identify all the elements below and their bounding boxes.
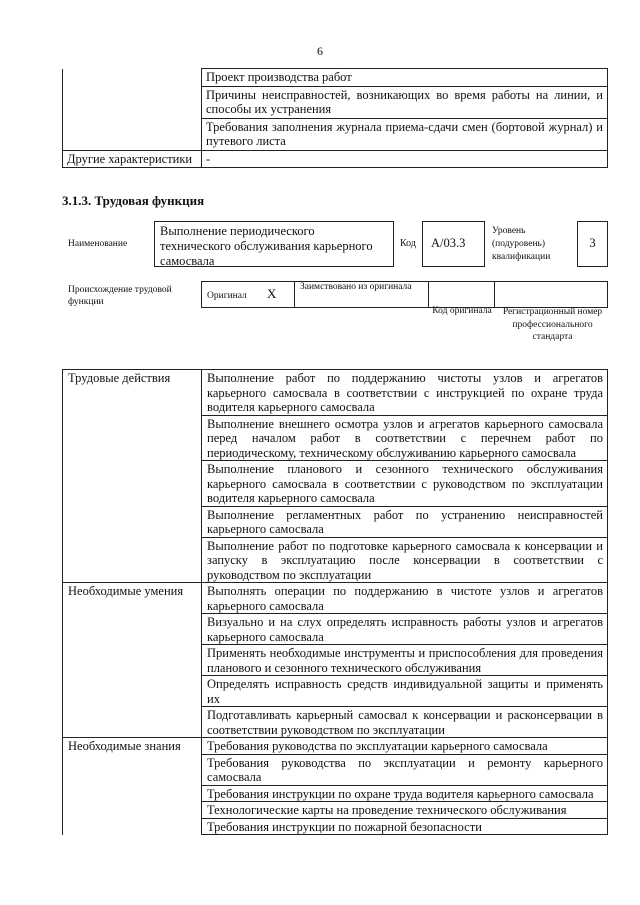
table-row (63, 785, 608, 802)
table-cell: Выполнять операции по поддержанию в чистоте узлов и агрегатов карьерного самосвала (202, 583, 608, 614)
category-cell (63, 645, 202, 676)
table-row (63, 461, 608, 507)
table-row (63, 614, 608, 645)
category-cell (63, 614, 202, 645)
table-row (63, 69, 608, 87)
category-cell: Необходимые умения (63, 583, 202, 614)
table-cell: Определять исправность средств индивидуальной защиты и применять их (202, 676, 608, 707)
level-box: 3 (577, 221, 608, 267)
table-cell: Подготавливать карьерный самосвал к консервации и расконсервации в соответствии руководством по эксплуатации (202, 707, 608, 738)
original-cell (201, 281, 295, 308)
table-cell: Визуально и на слух определять исправность работы узлов и агрегатов карьерного самосвала (202, 614, 608, 645)
category-cell (63, 802, 202, 819)
table-cell: Выполнение работ по поддержанию чистоты узлов и агрегатов карьерного самосвала в соответствии с инструкцией по охране труда водителя карьерного самосвала (202, 370, 608, 416)
code-box: А/03.3 (422, 221, 485, 267)
table-cell: Требования руководства по эксплуатации карьерного самосвала (202, 738, 608, 755)
table-cell (63, 69, 202, 87)
table-row (63, 802, 608, 819)
code-original-caption: Код оригинала (432, 306, 492, 316)
table-row (63, 415, 608, 461)
function-name-box: Выполнение периодического технического обслуживания карьерного самосвала (154, 221, 394, 267)
table-row (63, 150, 608, 168)
origin-label: Происхождение трудовой функции (68, 285, 172, 307)
category-cell (63, 707, 202, 738)
table-row (63, 818, 608, 835)
table-cell: Применять необходимые инструменты и приспособления для проведения планового и сезонного технического обслуживания (202, 645, 608, 676)
category-cell (63, 415, 202, 461)
level-label: Уровень (подуровень) квалификации (492, 226, 551, 262)
table-row (63, 738, 608, 755)
section-heading: 3.1.3. Трудовая функция (62, 193, 205, 208)
category-cell (63, 506, 202, 537)
table-row (63, 645, 608, 676)
category-cell (63, 537, 202, 583)
table-row (63, 118, 608, 150)
table-cell: Требования инструкции по охране труда водителя карьерного самосвала (202, 785, 608, 802)
category-cell (63, 461, 202, 507)
code-original-cell (429, 281, 495, 308)
table-row (63, 370, 608, 416)
table-cell: Требования заполнения журнала приема-сдачи смен (бортовой журнал) и путевого листа (202, 118, 608, 150)
table-cell: Требования руководства по эксплуатации и ремонту карьерного самосвала (202, 754, 608, 785)
table-row (63, 583, 608, 614)
table-cell: Требования инструкции по пожарной безопасности (202, 818, 608, 835)
category-cell (63, 676, 202, 707)
borrowed-cell: Заимствовано из оригинала (295, 281, 429, 308)
table-cell: Причины неисправностей, возникающих во время работы на линии, и способы их устранения (202, 86, 608, 118)
table-row (63, 506, 608, 537)
table-cell: Выполнение работ по подготовке карьерного самосвала к консервации и запуску в эксплуатацию после консервации в соответствии с руководством по эксплуатации (202, 537, 608, 583)
top-table (62, 68, 608, 168)
table-cell: Технологические карты на проведение технического обслуживания (202, 802, 608, 819)
category-cell (63, 818, 202, 835)
code-label: Код (400, 238, 416, 249)
reg-number-caption: Регистрационный номер профессионального стандарта (502, 307, 603, 342)
category-cell: Необходимые знания (63, 738, 202, 755)
page-number: 6 (317, 44, 323, 58)
category-cell (63, 754, 202, 785)
category-cell: Трудовые действия (63, 370, 202, 416)
table-cell: Выполнение планового и сезонного технического обслуживания карьерного самосвала в соответствии с руководством по эксплуатации водителя карьерного самосвала (202, 461, 608, 507)
original-label: Оригинал (207, 291, 247, 301)
category-cell: Другие характеристики (63, 150, 202, 168)
original-mark: X (267, 286, 277, 301)
main-table (62, 369, 608, 835)
table-cell: Проект производства работ (202, 69, 608, 87)
table-row (63, 86, 608, 118)
table-row (63, 707, 608, 738)
table-cell: - (202, 150, 608, 168)
category-cell (63, 785, 202, 802)
table-cell: Выполнение регламентных работ по устранению неисправностей карьерного самосвала (202, 506, 608, 537)
table-cell (63, 86, 202, 118)
table-cell: Выполнение внешнего осмотра узлов и агрегатов карьерного самосвала перед началом работ в соответствии с перечнем работ по периодическому, техническому обслуживанию карьерного самосвала (202, 415, 608, 461)
table-row (63, 537, 608, 583)
table-cell (63, 118, 202, 150)
table-row (63, 676, 608, 707)
table-row (63, 754, 608, 785)
name-label: Наименование (68, 239, 128, 249)
